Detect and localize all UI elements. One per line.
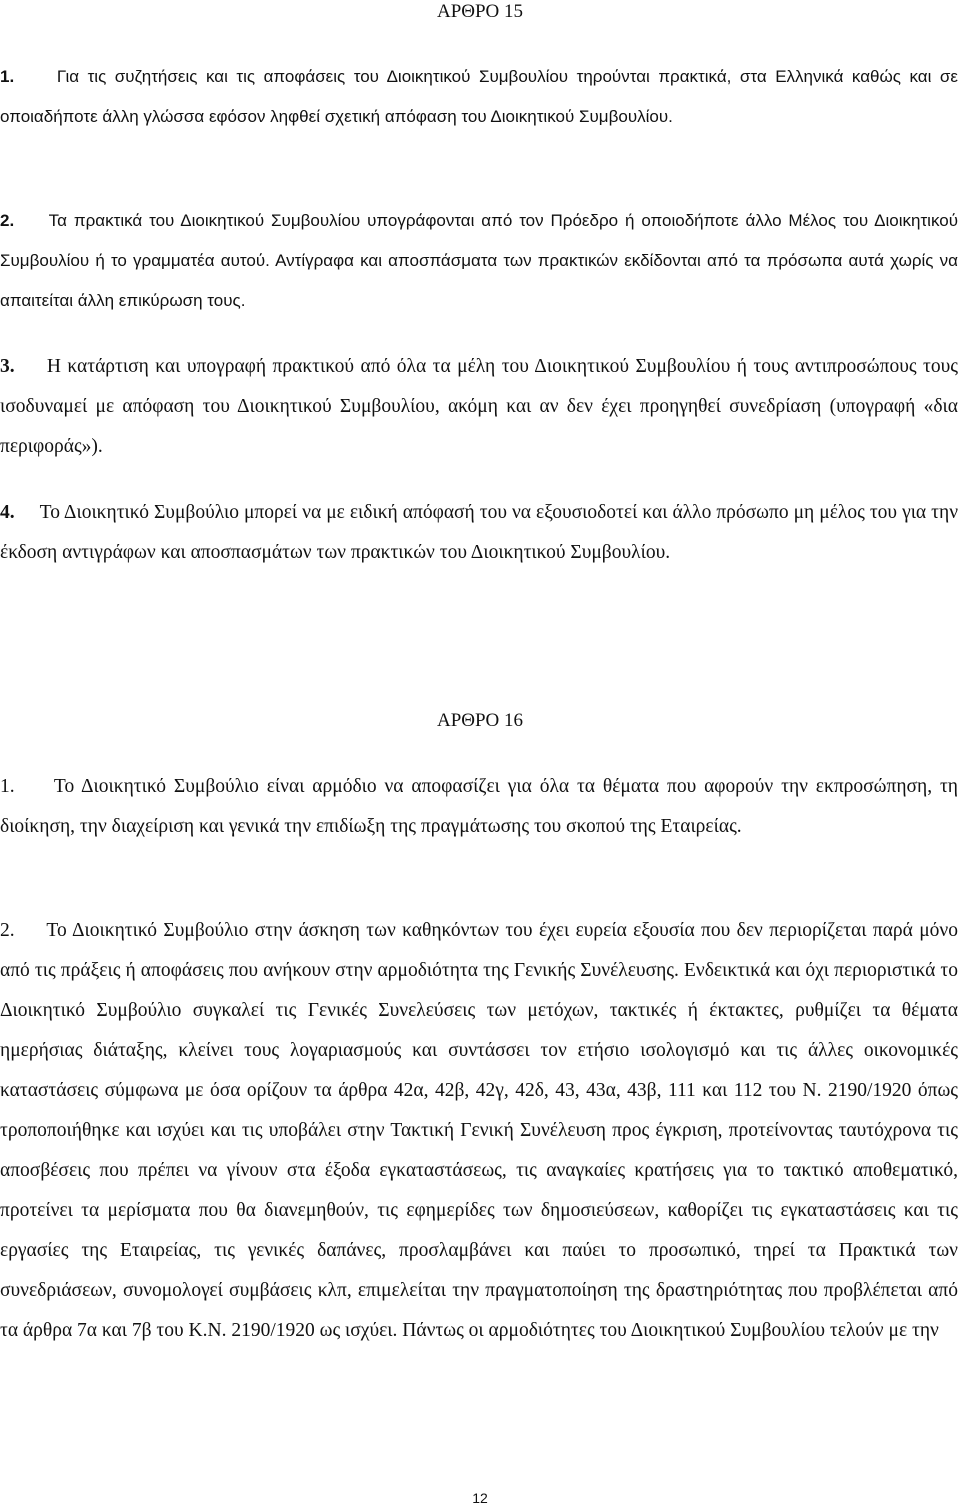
paragraph-text: Το Διοικητικό Συμβούλιο είναι αρμόδιο να αποφασίζει για όλα τα θέματα που αφορούν την εκπροσώπηση, τη διοίκηση, την διαχείριση και γενικά την επιδίωξη της πραγμάτωσης του σκοπού της Εταιρείας.	[0, 776, 959, 837]
paragraph-number: 1.	[0, 776, 15, 797]
paragraph-number: 4.	[0, 502, 15, 523]
paragraph-text: Το Διοικητικό Συμβούλιο στην άσκηση των καθηκόντων του έχει ευρεία εξουσία που δεν περιορίζεται παρά μόνο από τις πράξεις ή αποφάσεις που ανήκουν στην αρμοδιότητα της Γενικής Συνέλευσης. Ενδεικτικά και όχι περιοριστικά το Διοικητικό Συμβούλιο συγκαλεί τις Γενικές Συνελεύσεις των μετόχων, τακτικές ή έκτακτες, ρυθμίζει τα θέματα ημερήσιας διάταξης, κλείνει τους λογαριασμούς και συντάσσει τον ετήσιο ισολογισμό και τις άλλες οικονομικές καταστάσεις σύμφωνα με όσα ορίζουν τα άρθρα 42α, 42β, 42γ, 42δ, 43, 43α, 43β, 111 και 112 του Ν. 2190/1920 όπως τροποποιήθηκε και ισχύει και τις υποβάλει στην Τακτική Γενική Συνέλευση προς έγκριση, προτείνοντας ταυτόχρονα τις αποσβέσεις που πρέπει να γίνουν στα έξοδα εγκαταστάσεως, τις αναγκαίες κρατήσεις για το τακτικό αποθεματικό, προτείνει τα μερίσματα που θα διανεμηθούν, τις εφημερίδες των δημοσιεύσεων, καθορίζει τις εγκαταστάσεις και τις εργασίες της Εταιρείας, τις γενικές δαπάνες, προσλαμβάνει και παύει το προσωπικό, τηρεί τα Πρακτικά των συνεδριάσεων, συνομολογεί συμβάσεις κλπ, επιμελείται την πραγματοποίηση της δραστηριότητας που προβλέπεται από τα άρθρα 7α και 7β του Κ.Ν. 2190/1920 ως ισχύει. Πάντως οι αρμοδιότητες του Διοικητικού Συμβουλίου τελούν με την	[0, 920, 958, 1341]
article-15-title: ΑΡΘΡΟ 15	[436, 1, 524, 22]
article-16-paragraph-2	[0, 911, 958, 1391]
article-15-paragraph-3	[0, 347, 958, 467]
article-16-title: ΑΡΘΡΟ 16	[436, 710, 524, 731]
page-number: 12	[472, 1490, 488, 1506]
article-15-paragraph-2	[0, 201, 958, 321]
paragraph-number: 3.	[0, 356, 15, 377]
paragraph-number: 1.	[0, 67, 15, 86]
paragraph-text: Για τις συζητήσεις και τις αποφάσεις του Διοικητικού Συμβουλίου τηρούνται πρακτικά, στα Ελληνικά καθώς και σε οποιαδήποτε άλλη γλώσσα εφόσον ληφθεί σχετική απόφαση του Διοικητικού Συμβουλίου.	[0, 67, 958, 126]
article-16-paragraph-1	[0, 767, 958, 887]
paragraph-text: Η κατάρτιση και υπογραφή πρακτικού από όλα τα μέλη του Διοικητικού Συμβουλίου ή τους αντιπροσώπους τους ισοδυναμεί με απόφαση του Διοικητικού Συμβουλίου, ακόμη και αν δεν έχει προηγηθεί συνεδρίαση (υπογραφή «δια περιφοράς»).	[0, 356, 958, 457]
paragraph-number: 2.	[0, 211, 15, 230]
paragraph-text: Τα πρακτικά του Διοικητικού Συμβουλίου υπογράφονται από τον Πρόεδρο ή οποιοδήποτε άλλο Μέλος του Διοικητικού Συμβουλίου ή το γραμματέα αυτού. Αντίγραφα και αποσπάσματα των πρακτικών εκδίδονται από τα πρόσωπα αυτά χωρίς να απαιτείται άλλη επικύρωση τους.	[0, 211, 958, 310]
paragraph-text: Το Διοικητικό Συμβούλιο μπορεί να με ειδική απόφασή του να εξουσιοδοτεί και άλλο πρόσωπο μη μέλος του για την έκδοση αντιγράφων και αποσπασμάτων των πρακτικών του Διοικητικού Συμβουλίου.	[0, 502, 959, 563]
paragraph-number: 2.	[0, 920, 15, 941]
article-15-paragraph-1	[0, 57, 958, 177]
article-15-paragraph-4	[0, 493, 958, 613]
